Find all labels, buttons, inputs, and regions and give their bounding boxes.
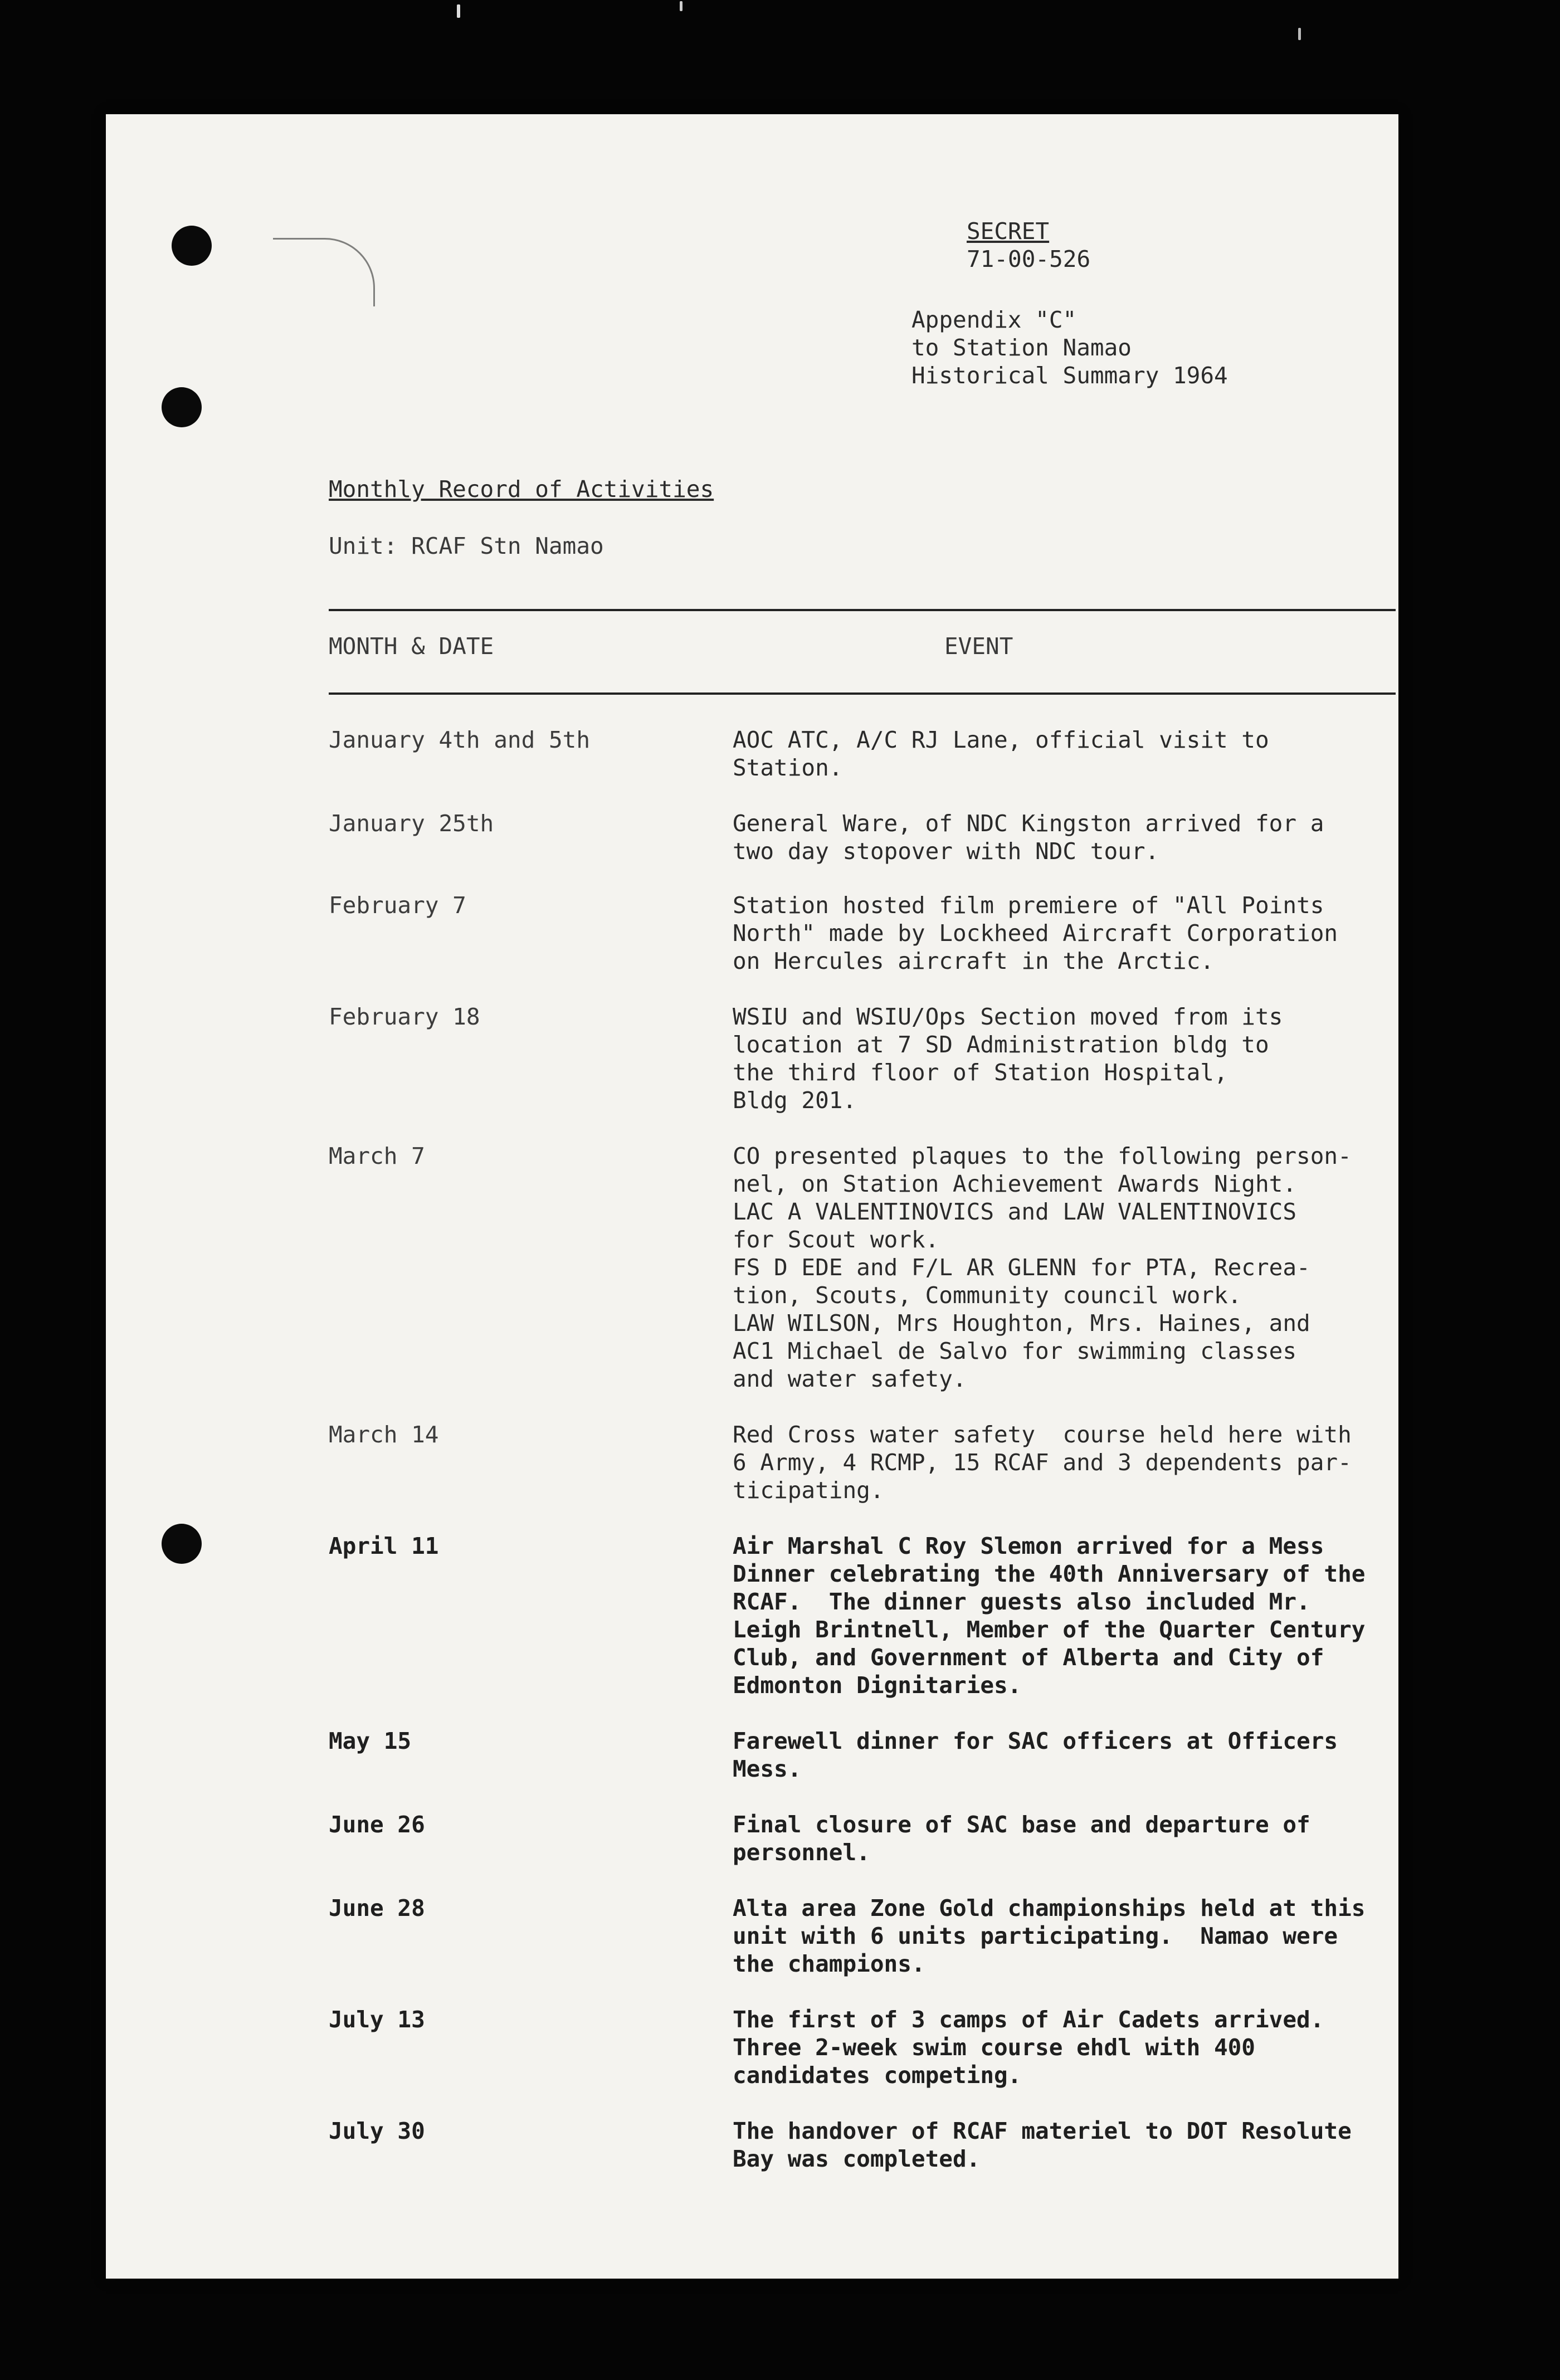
row-date: March 14: [329, 1421, 439, 1448]
film-speck: [680, 1, 682, 11]
appendix-line: Historical Summary 1964: [911, 362, 1228, 389]
classification-marking: SECRET: [967, 218, 1050, 245]
row-event: WSIU and WSIU/Ops Section moved from its location at 7 SD Administration bldg to the third floor of Station Hospital, Bldg 201.: [733, 1003, 1283, 1114]
table-top-rule: [329, 609, 1396, 611]
row-date: January 4th and 5th: [329, 726, 590, 753]
row-date: July 30: [329, 2118, 425, 2144]
row-event: Station hosted film premiere of "All Points North" made by Lockheed Aircraft Corporation on Hercules aircraft in the Arctic.: [733, 892, 1338, 974]
appendix-line: to Station Namao: [911, 334, 1132, 361]
document-title: Monthly Record of Activities: [329, 476, 714, 503]
row-date: February 18: [329, 1003, 480, 1030]
row-event: Alta area Zone Gold championships held at this unit with 6 units participating. Namao were the champions.: [733, 1895, 1366, 1977]
appendix-block: [911, 306, 1228, 389]
row-event: AOC ATC, A/C RJ Lane, official visit to Station.: [733, 726, 1269, 781]
unit-line: Unit: RCAF Stn Namao: [329, 533, 604, 559]
film-speck: [1298, 28, 1301, 40]
row-date: February 7: [329, 892, 466, 919]
file-number: 71-00-526: [967, 246, 1091, 272]
appendix-line: Appendix "C": [911, 306, 1077, 333]
table-header-rule: [329, 692, 1396, 695]
row-event: Red Cross water safety course held here with 6 Army, 4 RCMP, 15 RCAF and 3 dependents par- ticipating.: [733, 1421, 1352, 1504]
pen-mark: [273, 238, 375, 306]
punch-hole-middle: [162, 1524, 202, 1564]
row-event: Farewell dinner for SAC officers at Officers Mess.: [733, 1728, 1338, 1782]
row-date: April 11: [329, 1533, 439, 1559]
film-speck: [457, 4, 460, 18]
row-date: March 7: [329, 1143, 425, 1169]
row-event: Air Marshal C Roy Slemon arrived for a Mess Dinner celebrating the 40th Anniversary of the RCAF. The dinner guests also included Mr. Leigh Brintnell, Member of the Quarter Century Club, and Government of Alberta and City of Edmonton Dignitaries.: [733, 1533, 1366, 1699]
row-event: The handover of RCAF materiel to DOT Resolute Bay was completed.: [733, 2118, 1352, 2172]
row-date: June 28: [329, 1895, 425, 1921]
punch-hole-top: [172, 226, 212, 266]
column-header-event: EVENT: [944, 633, 1013, 660]
row-event: The first of 3 camps of Air Cadets arrived. Three 2-week swim course ehdl with 400 candidates competing.: [733, 2006, 1324, 2089]
row-date: January 25th: [329, 810, 494, 837]
document-page: [106, 114, 1398, 2279]
row-date: June 26: [329, 1811, 425, 1838]
punch-hole-upper: [162, 387, 202, 427]
column-header-date: MONTH & DATE: [329, 633, 494, 660]
row-date: July 13: [329, 2006, 425, 2033]
row-event: General Ware, of NDC Kingston arrived for a two day stopover with NDC tour.: [733, 810, 1324, 865]
row-event: Final closure of SAC base and departure of personnel.: [733, 1811, 1310, 1866]
row-event: CO presented plaques to the following person- nel, on Station Achievement Awards Night. LAC A VALENTINOVICS and LAW VALENTINOVICS for Scout work. FS D EDE and F/L AR GLENN for PTA, Recrea- tion, Scouts, Community council work. LAW WILSON, Mrs Houghton, Mrs. Haines, and AC1 Michael de Salvo for swimming classes and water safety.: [733, 1143, 1352, 1392]
row-date: May 15: [329, 1728, 412, 1754]
